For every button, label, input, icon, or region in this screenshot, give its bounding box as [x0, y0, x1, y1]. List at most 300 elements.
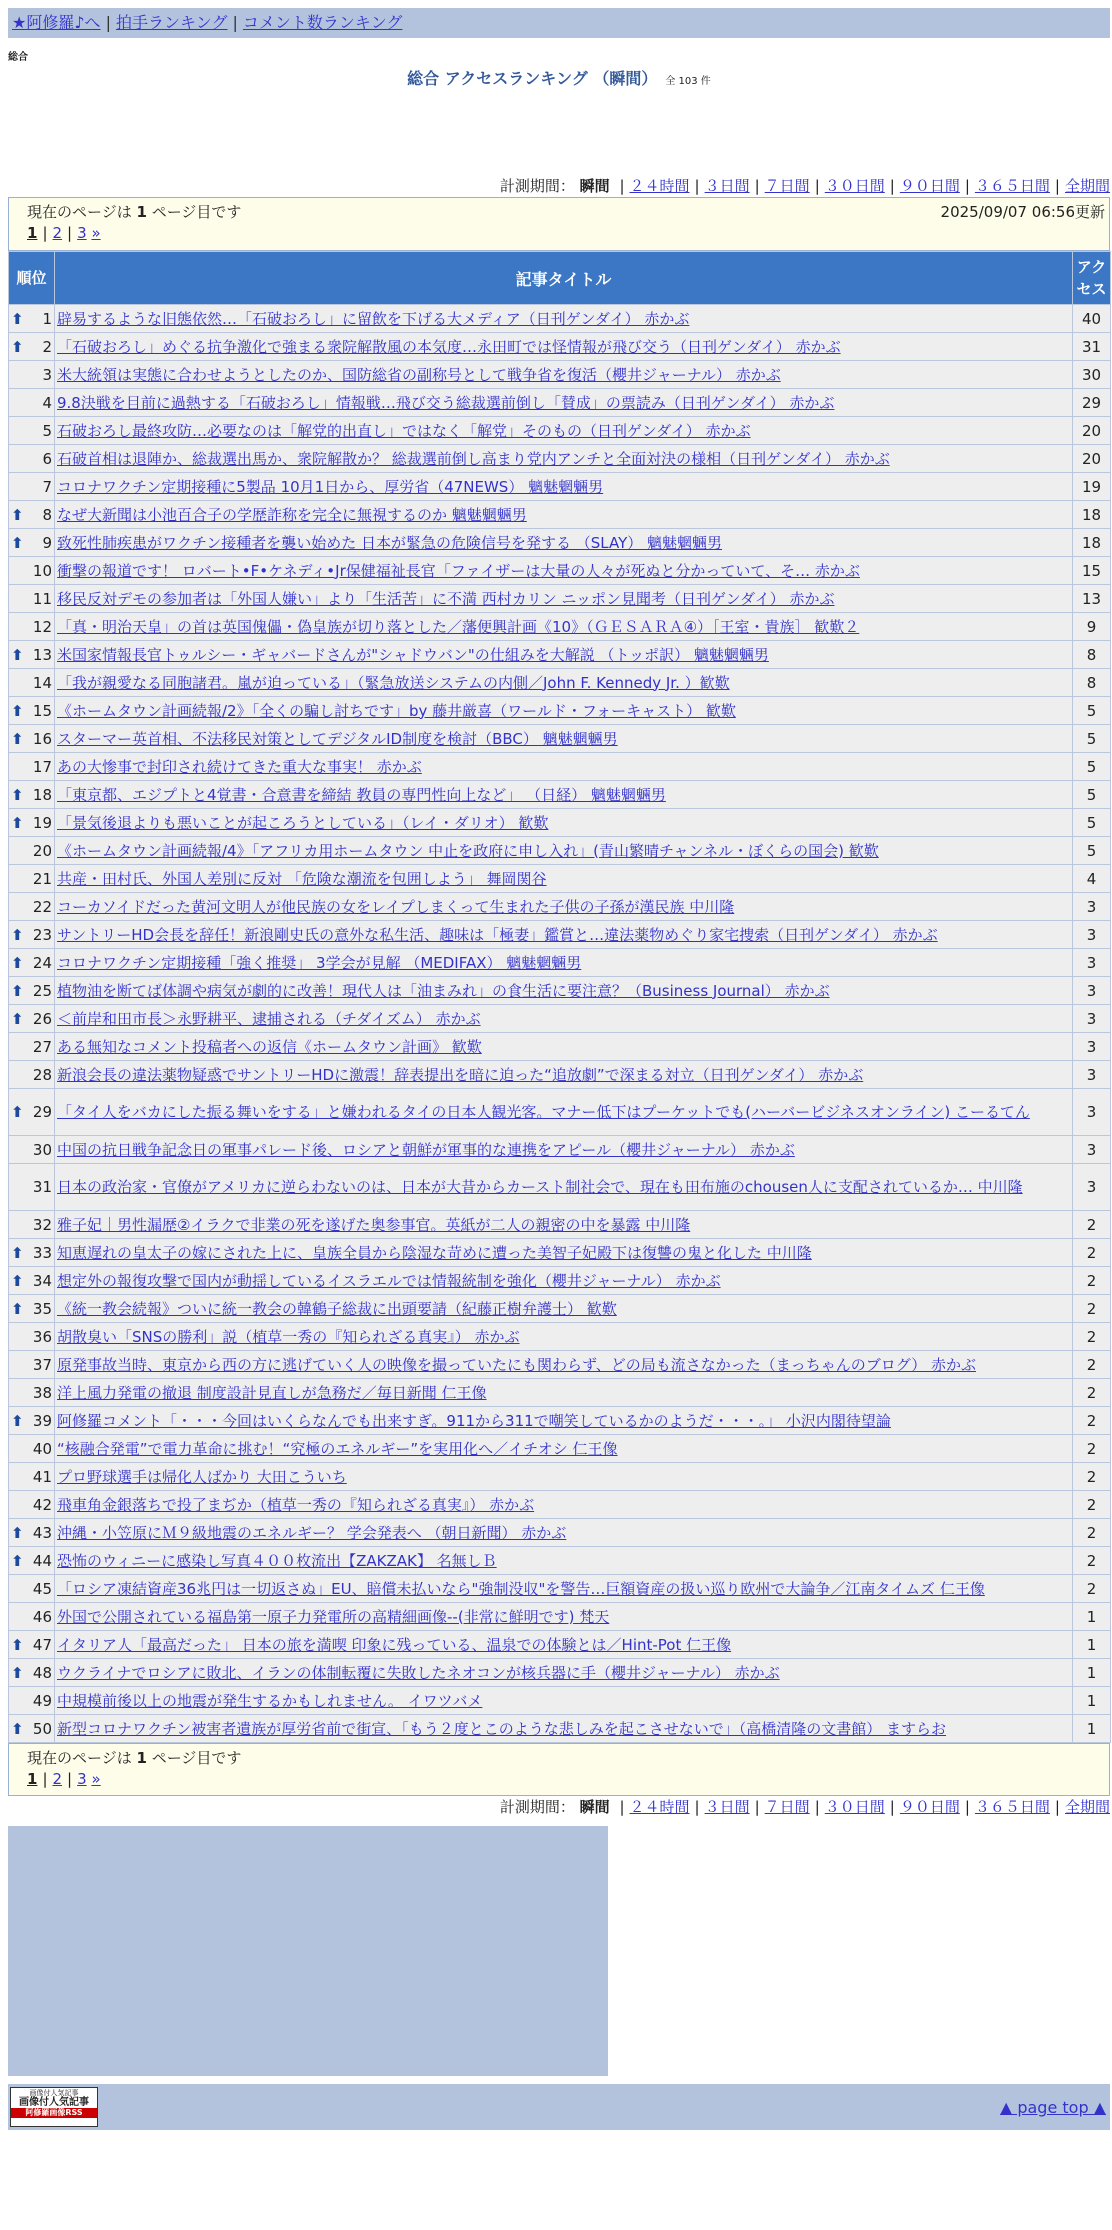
rank-cell — [9, 529, 55, 557]
rank-cell — [9, 921, 55, 949]
article-link[interactable]: 辟易するような旧態依然…「石破おろし」に留飲を下げる大メディア（日刊ゲンダイ） 赤かぶ — [57, 309, 690, 328]
table-row — [9, 473, 1111, 501]
rank-number: 14 — [32, 673, 52, 692]
title-cell — [55, 1435, 1073, 1463]
table-row — [9, 1575, 1111, 1603]
table-row — [9, 669, 1111, 697]
access-count: 40 — [1073, 305, 1111, 333]
article-link[interactable]: 「景気後退よりも悪いことが起ころうとしている」（レイ・ダリオ） 歓歎 — [57, 813, 549, 832]
article-link[interactable]: プロ野球選手は帰化人ばかり 大田こういち — [57, 1467, 347, 1486]
title-cell — [55, 333, 1073, 361]
access-count: 2 — [1073, 1267, 1111, 1295]
article-link[interactable]: 《統一教会続報》ついに統一教会の韓鶴子総裁に出頭要請（紀藤正樹弁護士） 歓歎 — [57, 1299, 617, 1318]
rank-cell — [9, 753, 55, 781]
article-link[interactable]: 原発事故当時、東京から西の方に逃げていく人の映像を撮っていたにも関わらず、どの局も流さなかった（まっちゃんのブログ） 赤かぶ — [57, 1355, 977, 1374]
article-link[interactable]: 沖縄・小笠原にＭ９級地震のエネルギー？ 学会発表へ （朝日新聞） 赤かぶ — [57, 1523, 567, 1542]
table-row — [9, 1435, 1111, 1463]
rank-cell — [9, 613, 55, 641]
period-separator: | — [619, 177, 625, 195]
title-cell — [55, 809, 1073, 837]
article-link[interactable]: コロナワクチン定期接種「強く推奨」 3学会が見解 （MEDIFAX） 魑魅魍魎男 — [57, 953, 582, 972]
access-count: 29 — [1073, 389, 1111, 417]
rank-number: 10 — [32, 561, 52, 580]
rank-cell — [9, 445, 55, 473]
period-link[interactable]: ３０日間 — [824, 1798, 885, 1816]
article-link[interactable]: イタリア人「最高だった」 日本の旅を満喫 印象に残っている、温泉での体験とは／Hint-Pot 仁王像 — [57, 1635, 732, 1654]
access-count: 5 — [1073, 697, 1111, 725]
article-link[interactable]: スターマー英首相、不法移民対策としてデジタルID制度を検討（BBC） 魑魅魍魎男 — [57, 729, 618, 748]
article-link[interactable]: あの大惨事で封印され続けてきた重大な事実！ 赤かぶ — [57, 757, 422, 776]
access-count: 3 — [1073, 1061, 1111, 1089]
rank-cell — [9, 1463, 55, 1491]
rank-cell — [9, 1379, 55, 1407]
article-link[interactable]: 飛車角金銀落ちで投了まぢか（植草一秀の『知られざる真実』） 赤かぶ — [57, 1495, 535, 1514]
rank-number: 25 — [32, 981, 52, 1000]
article-link[interactable]: 移民反対デモの参加者は「外国人嫌い」より「生活苦」に不満 西村カリン ニッポン見聞考（日刊ゲンダイ） 赤かぶ — [57, 589, 835, 608]
ad-placeholder — [8, 1826, 608, 2076]
table-row — [9, 1351, 1111, 1379]
article-link[interactable]: 知恵遅れの皇太子の嫁にされた上に、皇族全員から陰湿な苛めに遭った美智子妃殿下は復讐の鬼と化した 中川隆 — [57, 1243, 812, 1262]
title-cell — [55, 1603, 1073, 1631]
access-count: 3 — [1073, 893, 1111, 921]
rank-number: 39 — [32, 1411, 52, 1430]
applause-ranking-link[interactable]: 拍手ランキング — [115, 13, 228, 32]
article-link[interactable]: ウクライナでロシアに敗北、イランの体制転覆に失敗したネオコンが核兵器に手（櫻井ジャーナル） 赤かぶ — [57, 1663, 780, 1682]
article-link[interactable]: コーカソイドだった黄河文明人が他民族の女をレイプしまくって生まれた子供の子孫が漢民族 中川隆 — [57, 897, 735, 916]
rank-up-arrow-icon: ⬆ — [11, 1103, 24, 1121]
article-link[interactable]: 植物油を断てば体調や病気が劇的に改善！現代人は「油まみれ」の食生活に要注意？（Business Journal） 赤かぶ — [57, 981, 830, 1000]
table-row — [9, 893, 1111, 921]
title-cell — [55, 865, 1073, 893]
access-count: 3 — [1073, 1164, 1111, 1211]
article-link[interactable]: 衝撃の報道です！ ロバート•F•ケネディ•Jr保健福祉長官「ファイザーは大量の人々が死ぬと分かっていて、そ… 赤かぶ — [57, 561, 860, 580]
rank-up-arrow-icon: ⬆ — [11, 505, 24, 524]
article-link[interactable]: 9.8決戦を目前に過熱する「石破おろし」情報戦…飛び交う総裁選前倒し「賛成」の票読み（日刊ゲンダイ） 赤かぶ — [57, 393, 835, 412]
page-info-bottom — [8, 1743, 1110, 1796]
rank-cell — [9, 949, 55, 977]
table-row — [9, 921, 1111, 949]
title-cell — [55, 977, 1073, 1005]
page — [8, 8, 1110, 2130]
period-link[interactable]: 全期間 — [1064, 177, 1110, 195]
table-row — [9, 1547, 1111, 1575]
table-row — [9, 1463, 1111, 1491]
rank-cell — [9, 1659, 55, 1687]
title-header: 記事タイトル — [55, 252, 1073, 305]
rank-up-arrow-icon: ⬆ — [11, 701, 24, 720]
title-cell — [55, 1407, 1073, 1435]
access-count: 2 — [1073, 1547, 1111, 1575]
table-row — [9, 445, 1111, 473]
period-link[interactable]: ３０日間 — [824, 177, 885, 195]
nav-separator: | — [105, 13, 111, 32]
title-cell — [55, 1005, 1073, 1033]
period-label: 計測期間： — [499, 177, 575, 195]
access-count: 30 — [1073, 361, 1111, 389]
period-link[interactable]: ２４時間 — [629, 177, 690, 195]
period-separator: | — [814, 1798, 820, 1816]
table-row — [9, 977, 1111, 1005]
rank-number: 40 — [32, 1439, 52, 1458]
period-current: 瞬間 — [579, 1798, 610, 1816]
access-count: 2 — [1073, 1519, 1111, 1547]
access-count: 2 — [1073, 1295, 1111, 1323]
period-separator: | — [754, 1798, 760, 1816]
rank-up-arrow-icon: ⬆ — [11, 953, 24, 972]
table-row — [9, 1211, 1111, 1239]
rank-cell — [9, 585, 55, 613]
access-count: 2 — [1073, 1323, 1111, 1351]
period-separator: | — [889, 1798, 895, 1816]
access-count: 2 — [1073, 1239, 1111, 1267]
period-link[interactable]: ７日間 — [764, 1798, 810, 1816]
access-count: 2 — [1073, 1575, 1111, 1603]
rank-cell — [9, 1239, 55, 1267]
title-cell — [55, 1631, 1073, 1659]
period-link[interactable]: ３６５日間 — [974, 1798, 1050, 1816]
period-current: 瞬間 — [579, 177, 610, 195]
rank-cell — [9, 837, 55, 865]
rss-logo[interactable] — [10, 2087, 98, 2127]
article-link[interactable]: 阿修羅コメント「・・・今回はいくらなんでも出来すぎ。911から311で嘲笑しているかのようだ・・・。」 小沢内閣待望論 — [57, 1411, 891, 1430]
access-count: 13 — [1073, 585, 1111, 613]
period-separator: | — [889, 177, 895, 195]
rank-cell — [9, 1323, 55, 1351]
rank-number: 36 — [32, 1327, 52, 1346]
period-link[interactable]: ３日間 — [704, 1798, 750, 1816]
nav-separator: | — [232, 13, 238, 32]
rank-cell — [9, 1519, 55, 1547]
access-count: 1 — [1073, 1715, 1111, 1743]
article-link[interactable]: 《ホームタウン計画続報/2》「全くの騙し討ちです」by 藤井厳喜（ワールド・フォーキャスト） 歓歎 — [57, 701, 736, 720]
article-link[interactable]: ある無知なコメント投稿者への返信《ホームタウン計画》 歓歎 — [57, 1037, 482, 1056]
access-count: 18 — [1073, 529, 1111, 557]
article-link[interactable]: 致死性肺疾患がワクチン接種者を襲い始めた 日本が緊急の危険信号を発する （SLAY） 魑魅魍魎男 — [57, 533, 723, 552]
rank-number: 15 — [32, 701, 52, 720]
page-top-link[interactable]: ▲ page top ▲ — [999, 2098, 1106, 2117]
article-link[interactable]: 外国で公開されている福島第一原子力発電所の高精細画像--(非常に鮮明です) 梵天 — [57, 1607, 610, 1626]
rank-number: 33 — [32, 1243, 52, 1262]
article-link[interactable]: “核融合発電”で電力革命に挑む！“究極のエネルギー”を実用化へ／イチオシ 仁王像 — [57, 1439, 618, 1458]
title-cell — [55, 1267, 1073, 1295]
article-link[interactable]: 洋上風力発電の撤退 制度設計見直しが急務だ／毎日新聞 仁王像 — [57, 1383, 487, 1402]
access-count: 3 — [1073, 977, 1111, 1005]
period-link[interactable]: 全期間 — [1064, 1798, 1110, 1816]
rank-number: 17 — [32, 757, 52, 776]
title-cell — [55, 1061, 1073, 1089]
article-link[interactable]: 日本の政治家・官僚がアメリカに逆らわないのは、日本が大昔からカースト制社会で、現在も田布施のchousen人に支配されているか… 中川隆 — [57, 1178, 1023, 1196]
rank-cell — [9, 977, 55, 1005]
article-link[interactable]: 米国家情報長官トゥルシー・ギャバードさんが"シャドウバン"の仕組みを大解説 （トッポ訳） 魑魅魍魎男 — [57, 645, 769, 664]
rank-number: 47 — [32, 1635, 52, 1654]
rank-cell — [9, 641, 55, 669]
table-row — [9, 1491, 1111, 1519]
article-link[interactable]: 《ホームタウン計画続報/4》「アフリカ用ホームタウン 中止を政府に申し入れ」(青山繁晴チャンネル・ぼくらの国会) 歓歎 — [57, 841, 879, 860]
total-count: 全 103 件 — [665, 76, 711, 87]
table-row — [9, 585, 1111, 613]
rank-number: 19 — [32, 813, 52, 832]
article-link[interactable]: 「石破おろし」めぐる抗争激化で強まる衆院解散風の本気度…永田町では怪情報が飛び交う（日刊ゲンダイ） 赤かぶ — [57, 337, 841, 356]
comment-ranking-link[interactable]: コメント数ランキング — [242, 13, 403, 32]
access-count: 5 — [1073, 753, 1111, 781]
rank-cell — [9, 1575, 55, 1603]
table-row — [9, 1164, 1111, 1211]
article-link[interactable]: 「ロシア凍結資産36兆円は一切返さぬ」EU、賠償未払いなら"強制没収"を警告…巨額資産の扱い巡り欧州で大論争／江南タイムズ 仁王像 — [57, 1579, 985, 1598]
article-link[interactable]: 恐怖のウィニーに感染し写真４００枚流出【ZAKZAK】 名無しＢ — [57, 1551, 497, 1570]
rank-cell — [9, 305, 55, 333]
table-row — [9, 725, 1111, 753]
footer — [8, 2084, 1110, 2130]
article-link[interactable]: 「我が親愛なる同胞諸君。嵐が迫っている」（緊急放送システムの内側／John F. Kennedy Jr. ）歓歎 — [57, 673, 730, 692]
rank-number: 8 — [42, 505, 52, 524]
period-separator: | — [1054, 177, 1060, 195]
rank-number: 23 — [32, 925, 52, 944]
access-count: 5 — [1073, 725, 1111, 753]
rank-up-arrow-icon: ⬆ — [11, 309, 24, 328]
rank-cell — [9, 1435, 55, 1463]
rank-cell — [9, 1603, 55, 1631]
pager-bottom — [27, 1770, 101, 1788]
title-cell — [55, 949, 1073, 977]
table-row — [9, 753, 1111, 781]
rank-number: 37 — [32, 1355, 52, 1374]
table-row — [9, 1136, 1111, 1164]
rank-number: 26 — [32, 1009, 52, 1028]
rank-cell — [9, 333, 55, 361]
page-prefix: 現在のページは — [27, 203, 132, 221]
table-row — [9, 781, 1111, 809]
title-cell — [55, 1136, 1073, 1164]
rank-cell — [9, 1267, 55, 1295]
article-link[interactable]: 中国の抗日戦争記念日の軍事パレード後、ロシアと朝鮮が軍事的な連携をアピール（櫻井ジャーナル） 赤かぶ — [57, 1140, 795, 1159]
rank-number: 20 — [32, 841, 52, 860]
rank-number: 50 — [32, 1719, 52, 1738]
table-row — [9, 865, 1111, 893]
access-count: 3 — [1073, 1005, 1111, 1033]
title-cell — [55, 1379, 1073, 1407]
access-count: 8 — [1073, 641, 1111, 669]
rank-number: 45 — [32, 1579, 52, 1598]
title-cell — [55, 1575, 1073, 1603]
updated-timestamp: 2025/09/07 06:56更新 — [940, 203, 1105, 221]
rank-up-arrow-icon: ⬆ — [11, 1551, 24, 1570]
period-link[interactable]: ９０日間 — [899, 1798, 960, 1816]
title-cell — [55, 669, 1073, 697]
page-suffix: ページ目です — [151, 203, 242, 221]
article-link[interactable]: なぜ大新聞は小池百合子の学歴詐称を完全に無視するのか 魑魅魍魎男 — [57, 505, 527, 524]
article-link[interactable]: 新浪会長の違法薬物疑惑でサントリーHDに激震！辞表提出を暗に迫った“追放劇”で深まる対立（日刊ゲンダイ） 赤かぶ — [57, 1065, 864, 1084]
title-cell — [55, 445, 1073, 473]
period-link[interactable]: ９０日間 — [899, 177, 960, 195]
rank-up-arrow-icon: ⬆ — [11, 1719, 24, 1738]
rank-cell — [9, 865, 55, 893]
pager-page[interactable]: 2 — [52, 224, 63, 242]
title-cell — [55, 361, 1073, 389]
logo-bottom-text: 阿修羅画像RSS — [11, 2108, 97, 2118]
title-cell — [55, 417, 1073, 445]
access-count: 8 — [1073, 669, 1111, 697]
access-count: 31 — [1073, 333, 1111, 361]
table-row — [9, 417, 1111, 445]
pager-next[interactable]: » — [91, 1770, 101, 1788]
page-info-top — [8, 197, 1110, 251]
article-link[interactable]: 雅子妃｜男性漏歴②イラクで非業の死を遂げた奥参事官。英紙が二人の親密の中を暴露 中川隆 — [57, 1215, 691, 1234]
rank-cell — [9, 1005, 55, 1033]
table-row — [9, 529, 1111, 557]
page-suffix: ページ目です — [151, 1749, 242, 1767]
period-separator: | — [1054, 1798, 1060, 1816]
title-cell — [55, 837, 1073, 865]
bottom-area — [8, 1826, 1110, 2084]
table-row — [9, 1089, 1111, 1136]
period-separator: | — [694, 1798, 700, 1816]
title-cell — [55, 1323, 1073, 1351]
table-row — [9, 1061, 1111, 1089]
rank-cell — [9, 1033, 55, 1061]
period-link[interactable]: ３６５日間 — [974, 177, 1050, 195]
access-count: 2 — [1073, 1379, 1111, 1407]
table-row — [9, 361, 1111, 389]
rank-up-arrow-icon: ⬆ — [11, 1271, 24, 1290]
article-link[interactable]: ＜前岸和田市長＞永野耕平、逮捕される（チダイズム） 赤かぶ — [57, 1009, 481, 1028]
pager-page[interactable]: 2 — [52, 1770, 63, 1788]
period-separator: | — [814, 177, 820, 195]
title-cell — [55, 1687, 1073, 1715]
rank-number: 28 — [32, 1065, 52, 1084]
pager-separator: | — [42, 224, 48, 242]
title-cell — [55, 1715, 1073, 1743]
article-link[interactable]: 新型コロナワクチン被害者遺族が厚労省前で街宣、「もう２度とこのような悲しみを起こさせないで」（高橋清隆の文書館） ますらお — [57, 1719, 947, 1738]
pager-page: 1 — [27, 1770, 38, 1788]
article-link[interactable]: 石破首相は退陣か、総裁選出馬か、衆院解散か？ 総裁選前倒し高まり党内アンチと全面対決の様相（日刊ゲンダイ） 赤かぶ — [57, 449, 890, 468]
table-row — [9, 1659, 1111, 1687]
ranking-body — [9, 305, 1111, 1743]
pager-page[interactable]: 3 — [77, 1770, 87, 1788]
rank-number: 13 — [32, 645, 52, 664]
access-count: 3 — [1073, 949, 1111, 977]
title-cell — [55, 1295, 1073, 1323]
home-link[interactable]: ★阿修羅♪へ — [12, 13, 101, 32]
title-cell — [55, 1463, 1073, 1491]
table-row — [9, 809, 1111, 837]
rank-number: 2 — [42, 337, 52, 356]
article-link[interactable]: 胡散臭い「SNSの勝利」説（植草一秀の『知られざる真実』） 赤かぶ — [57, 1327, 520, 1346]
table-row — [9, 1631, 1111, 1659]
table-row — [9, 641, 1111, 669]
table-row — [9, 1267, 1111, 1295]
rank-number: 18 — [32, 785, 52, 804]
article-link[interactable]: 「真・明治天皇」の首は英国傀儡・偽皇族が切り落とした／藩便興計画《10》（ＧＥＳＡＲＡ④）［王室・貴族］ 歓歎２ — [57, 617, 860, 636]
access-count: 3 — [1073, 1089, 1111, 1136]
current-page-text — [27, 1747, 241, 1768]
rank-up-arrow-icon: ⬆ — [11, 533, 24, 552]
article-link[interactable]: 「タイ人をバカにした振る舞いをする」と嫌われるタイの日本人観光客。マナー低下はプーケットでも(ハーバービジネスオンライン) こーるてん — [57, 1103, 1030, 1121]
page-prefix: 現在のページは — [27, 1749, 132, 1767]
rank-number: 44 — [32, 1551, 52, 1570]
table-row — [9, 1603, 1111, 1631]
rank-cell — [9, 389, 55, 417]
access-count: 2 — [1073, 1407, 1111, 1435]
title-cell — [55, 1519, 1073, 1547]
table-row — [9, 1295, 1111, 1323]
article-link[interactable]: 「東京都、エジプトと4覚書・合意書を締結 教員の専門性向上など」 （日経） 魑魅魍魎男 — [57, 785, 666, 804]
article-link[interactable]: サントリーHD会長を辞任！新浪剛史氏の意外な私生活、趣味は「極妻」鑑賞と…違法薬物めぐり家宅捜索（日刊ゲンダイ） 赤かぶ — [57, 925, 938, 944]
rank-number: 32 — [32, 1215, 52, 1234]
page-title-row — [8, 68, 1110, 90]
page-title: 総合 アクセスランキング （瞬間） — [407, 69, 658, 88]
period-link[interactable]: ２４時間 — [629, 1798, 690, 1816]
access-count: 5 — [1073, 781, 1111, 809]
article-link[interactable]: 想定外の報復攻撃で国内が動揺しているイスラエルでは情報統制を強化（櫻井ジャーナル） 赤かぶ — [57, 1271, 721, 1290]
access-count: 3 — [1073, 1033, 1111, 1061]
table-row — [9, 1519, 1111, 1547]
rank-number: 24 — [32, 953, 52, 972]
period-link[interactable]: ３日間 — [704, 177, 750, 195]
title-cell — [55, 1164, 1073, 1211]
rank-cell — [9, 893, 55, 921]
title-cell — [55, 501, 1073, 529]
access-header: アクセス — [1073, 252, 1111, 305]
rank-cell — [9, 501, 55, 529]
table-row — [9, 305, 1111, 333]
rank-number: 38 — [32, 1383, 52, 1402]
rank-number: 21 — [32, 869, 52, 888]
period-selector-bottom — [8, 1796, 1110, 1818]
rank-number: 1 — [42, 309, 52, 328]
title-cell — [55, 1033, 1073, 1061]
period-link[interactable]: ７日間 — [764, 177, 810, 195]
rank-cell — [9, 1631, 55, 1659]
pager-top — [27, 224, 101, 242]
period-separator: | — [619, 1798, 625, 1816]
access-count: 9 — [1073, 613, 1111, 641]
rank-number: 30 — [32, 1140, 52, 1159]
table-row — [9, 837, 1111, 865]
table-row — [9, 1033, 1111, 1061]
logo-top-text: 画像付人気記事 — [29, 2089, 79, 2097]
access-count: 2 — [1073, 1491, 1111, 1519]
title-cell — [55, 529, 1073, 557]
rank-number: 16 — [32, 729, 52, 748]
article-link[interactable]: 米大統領は実態に合わせようとしたのか、国防総省の副称号として戦争省を復活（櫻井ジャーナル） 赤かぶ — [57, 365, 781, 384]
rank-number: 35 — [32, 1299, 52, 1318]
title-cell — [55, 389, 1073, 417]
table-row — [9, 389, 1111, 417]
rank-number: 48 — [32, 1663, 52, 1682]
title-cell — [55, 697, 1073, 725]
article-link[interactable]: 石破おろし最終攻防…必要なのは「解党的出直し」ではなく「解党」そのもの（日刊ゲンダイ） 赤かぶ — [57, 421, 751, 440]
rank-cell — [9, 1491, 55, 1519]
title-cell — [55, 585, 1073, 613]
access-count: 5 — [1073, 809, 1111, 837]
top-nav — [8, 8, 1110, 38]
article-link[interactable]: コロナワクチン定期接種に5製品 10月1日から、厚労省（47NEWS） 魑魅魍魎男 — [57, 477, 604, 496]
access-count: 20 — [1073, 445, 1111, 473]
article-link[interactable]: 中規模前後以上の地震が発生するかもしれません。 イワツバメ — [57, 1691, 483, 1710]
pager-next[interactable]: » — [91, 224, 101, 242]
rank-header: 順位 — [9, 252, 55, 305]
rank-number: 27 — [32, 1037, 52, 1056]
article-link[interactable]: 共産・田村氏、外国人差別に反対 「危険な潮流を包囲しよう」 舞岡関谷 — [57, 869, 547, 888]
logo-main-text: 画像付人気記事 — [19, 2097, 89, 2108]
period-separator: | — [964, 1798, 970, 1816]
rank-cell — [9, 557, 55, 585]
table-row — [9, 1687, 1111, 1715]
rank-number: 6 — [42, 449, 52, 468]
period-selector-top — [8, 175, 1110, 197]
pager-page[interactable]: 3 — [77, 224, 87, 242]
rank-cell — [9, 1136, 55, 1164]
